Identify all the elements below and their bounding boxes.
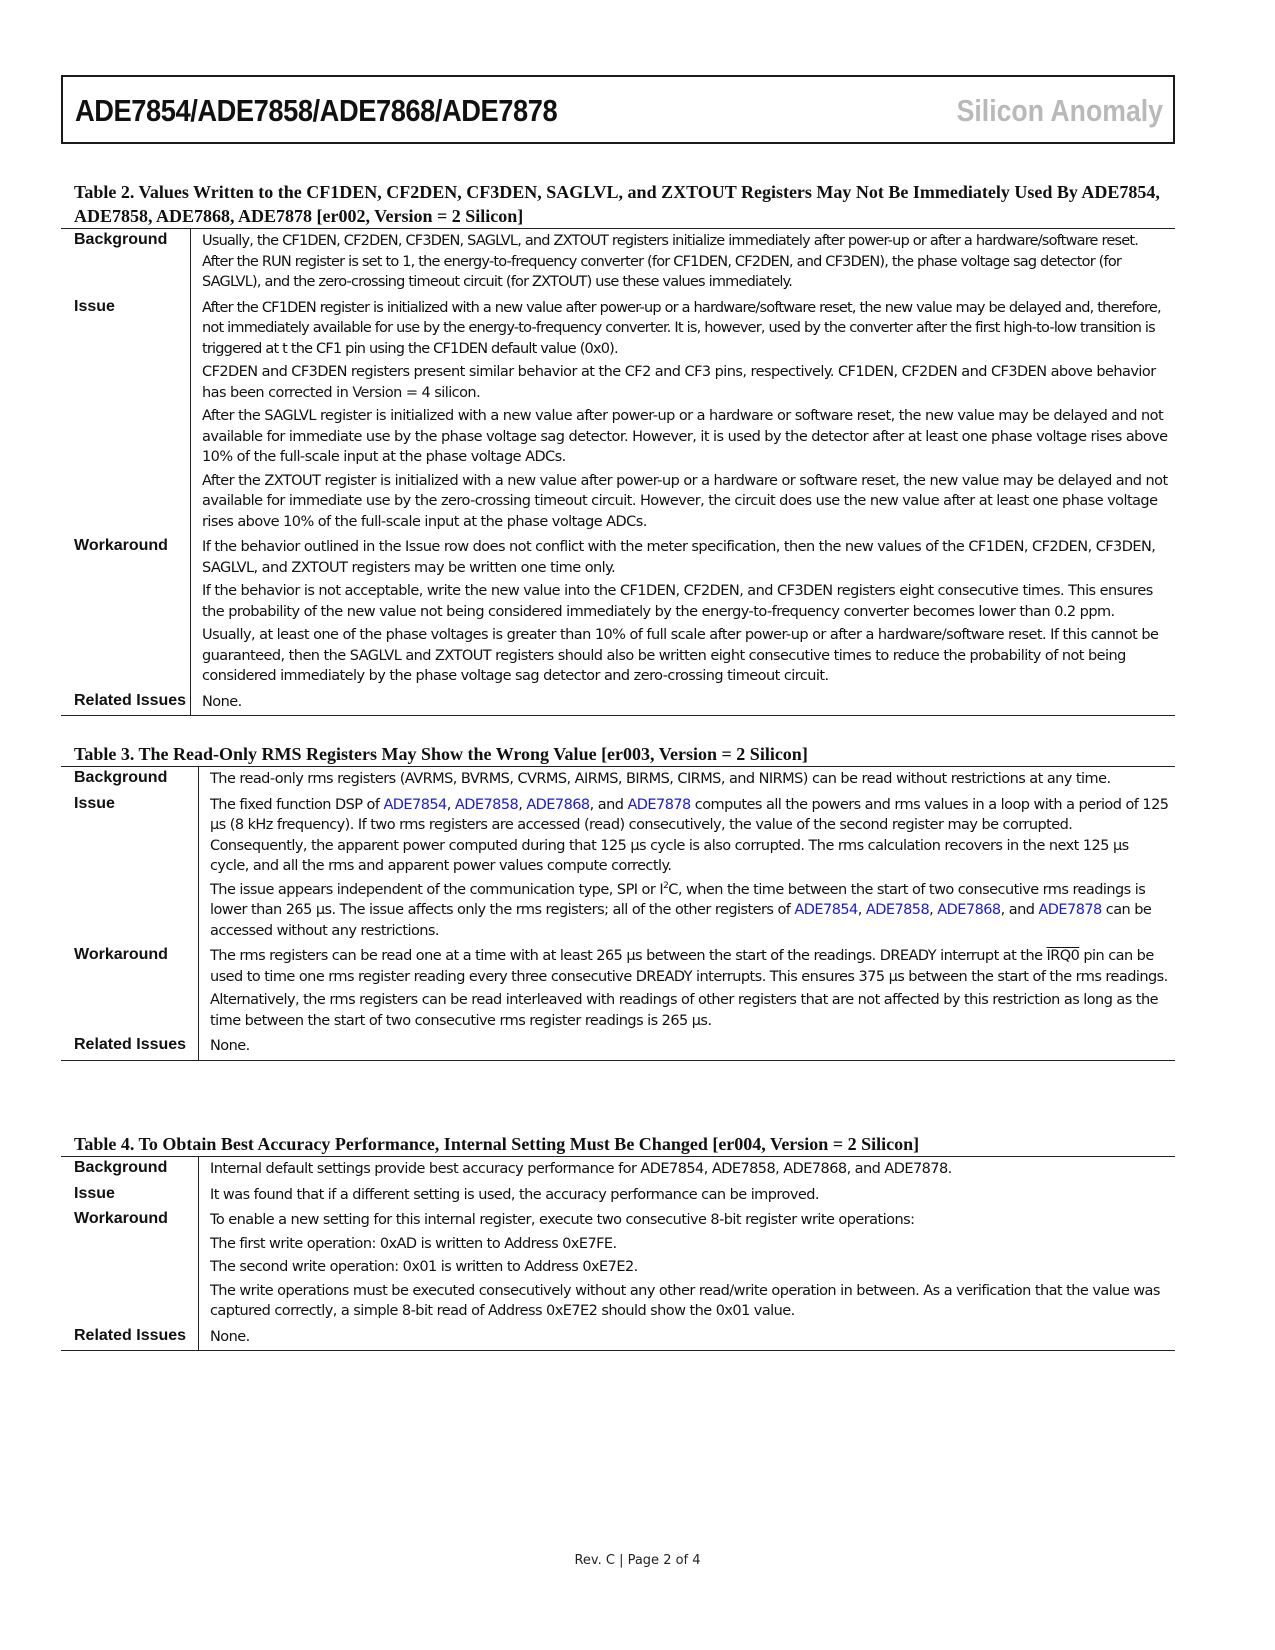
row-label-workaround: Workaround: [61, 535, 191, 690]
table-cell: [199, 793, 1176, 945]
paragraph: If the behavior is not acceptable, write the new value into the CF1DEN, CF2DEN, and CF3DEN registers eight consecutive times. This ensures the probability of the new value not being considered immediately by the energy-to-frequency converter becomes lower than 0.2 ppm.: [202, 583, 1153, 620]
row-label-issue: Issue: [61, 1183, 199, 1209]
paragraph: Usually, the CF1DEN, CF2DEN, CF3DEN, SAGLVL, and ZXTOUT registers initialize immediately after power-up or after a hardware/software reset. After the RUN register is set to 1, the energy-to-frequency converter (for CF1DEN, CF2DEN, and CF3DEN), the phase voltage sag detector (for SAGLVL), and the zero-crossing timeout circuit (for ZXTOUT) use these values immediately.: [202, 233, 1139, 290]
row-label-related: Related Issues: [61, 1034, 199, 1060]
table-3-body: [61, 766, 1175, 1061]
row-label-issue: Issue: [61, 296, 191, 536]
link-ade7858[interactable]: ADE7858: [454, 796, 519, 813]
table-cell: [191, 535, 1176, 690]
table-row: [61, 1157, 1175, 1183]
page-header: [61, 75, 1175, 144]
row-label-workaround: Workaround: [61, 944, 199, 1034]
table-cell: [199, 1183, 1176, 1209]
text-run: computes all the powers and rms values in a loop with a period of 125 µs (8 kHz frequency). If two rms registers are accessed (read) consecutively, the value of the second register may be corrupted. Consequently, the apparent power computed during that 125 µs cycle is also corrupted. The rms calculation recovers in the next 125 µs cycle, and all the rms and apparent power values compute correctly.: [210, 796, 1169, 874]
table-cell: [199, 767, 1176, 793]
text-run: The rms registers can be read one at a time with at least 265 µs between the start of the readings. DREADY interrupt at the: [210, 948, 1047, 964]
link-ade7858[interactable]: ADE7858: [865, 902, 930, 918]
text-run: , and: [1000, 902, 1039, 918]
table-row: [61, 767, 1175, 793]
table-3: [61, 742, 1175, 1061]
paragraph: CF2DEN and CF3DEN registers present similar behavior at the CF2 and CF3 pins, respectively. CF1DEN, CF2DEN and CF3DEN above behavior has been corrected in Version = 4 silicon.: [202, 364, 1156, 401]
text-run: ,: [446, 796, 455, 813]
link-ade7854[interactable]: ADE7854: [794, 902, 858, 918]
table-cell: [199, 1034, 1176, 1060]
page-footer: Rev. C | Page 2 of 4: [574, 1553, 701, 1568]
table-cell: [199, 1208, 1176, 1325]
paragraph: After the CF1DEN register is initialized with a new value after power-up or a hardware/software reset, the new value may be delayed and, therefore, not immediately available for use by the energy-to-frequency converter. It is, however, used by the converter after the first high-to-low transition is triggered at t the CF1 pin using the CF1DEN default value (0x0).: [202, 299, 1161, 357]
table-row: [61, 1325, 1175, 1351]
paragraph: After the SAGLVL register is initialized with a new value after power-up or a hardware or software reset, the new value may be delayed and not available for immediate use by the phase voltage sag detector. However, it is used by the detector after at least one phase voltage rises above 10% of the full-scale input at the phase voltage ADCs.: [202, 408, 1168, 465]
table-cell: [199, 944, 1176, 1034]
paragraph: After the ZXTOUT register is initialized with a new value after power-up or a hardware or software reset, the new value may be delayed and not available for immediate use by the zero-crossing timeout circuit. However, the circuit does use the new value after at least one phase voltage rises above 10% of the full-scale input at the phase voltage ADCs.: [202, 472, 1168, 530]
superscript: 2: [663, 880, 669, 891]
text-run: ,: [857, 902, 866, 918]
row-label-background: Background: [61, 767, 199, 793]
text-run: The issue appears independent of the communication type, SPI or I: [210, 881, 664, 898]
table-2-title: Table 2. Values Written to the CF1DEN, CF2DEN, CF3DEN, SAGLVL, and ZXTOUT Registers May Not Be Immediately Used By ADE7854, ADE7858, ADE7868, ADE7878 [er002, Version = 2 Silicon]: [74, 182, 1160, 226]
row-label-related: Related Issues: [61, 1325, 199, 1351]
text-run: The fixed function DSP of: [210, 796, 384, 813]
table-row: [61, 1183, 1175, 1209]
paragraph: None.: [210, 1328, 250, 1345]
table-row: [61, 1208, 1175, 1325]
text-run: can be accessed without any restrictions.: [210, 902, 1152, 939]
table-cell: [191, 229, 1176, 296]
table-row: [61, 793, 1175, 945]
paragraph: None.: [210, 1038, 250, 1054]
paragraph: The write operations must be executed consecutively without any other read/write operation in between. As a verification that the value was captured correctly, a simple 8-bit read of Address 0xE7E2 should show the 0x01 value.: [210, 1282, 1160, 1319]
paragraph: Alternatively, the rms registers can be read interleaved with readings of other registers that are not affected by this restriction as long as the time between the start of two consecutive rms register readings is 265 µs.: [210, 992, 1158, 1029]
doc-type: Silicon Anomaly: [956, 93, 1163, 128]
text-run: pin can be used to time one rms register reading every three consecutive DREADY interrupts. This ensures 375 µs between the start of the rms readings.: [210, 948, 1168, 985]
paragraph: The first write operation: 0xAD is written to Address 0xE7FE.: [210, 1235, 617, 1252]
paragraph: [210, 880, 1171, 942]
table-row: [61, 296, 1175, 536]
table-cell: [199, 1325, 1176, 1351]
link-ade7878[interactable]: ADE7878: [1038, 902, 1102, 918]
table-4-title: Table 4. To Obtain Best Accuracy Performance, Internal Setting Must Be Changed [er004, Version = 2 Silicon]: [74, 1134, 920, 1154]
paragraph: To enable a new setting for this internal register, execute two consecutive 8-bit register write operations:: [210, 1212, 915, 1228]
table-3-title: Table 3. The Read-Only RMS Registers May Show the Wrong Value [er003, Version = 2 Silicon]: [74, 744, 808, 764]
irq0-pin: IRQ0: [1046, 948, 1080, 964]
row-label-related: Related Issues: [61, 690, 191, 716]
part-numbers: ADE7854/ADE7858/ADE7868/ADE7878: [75, 93, 558, 128]
link-ade7868[interactable]: ADE7868: [526, 796, 590, 813]
link-ade7868[interactable]: ADE7868: [937, 902, 1001, 918]
table-row: [61, 690, 1175, 716]
paragraph: The read-only rms registers (AVRMS, BVRMS, CVRMS, AIRMS, BIRMS, CIRMS, and NIRMS) can be read without restrictions at any time.: [210, 771, 1111, 787]
text-run: ,: [929, 902, 938, 918]
table-2: [61, 180, 1175, 716]
table-cell: [199, 1157, 1176, 1183]
table-cell: [191, 690, 1176, 716]
paragraph: Internal default settings provide best accuracy performance for ADE7854, ADE7858, ADE7868, and ADE7878.: [210, 1161, 952, 1177]
table-2-body: [61, 228, 1175, 716]
text-run: , and: [589, 796, 628, 813]
table-4: [61, 1132, 1175, 1351]
paragraph: [210, 946, 1171, 987]
row-label-workaround: Workaround: [61, 1208, 199, 1325]
paragraph: None.: [202, 693, 242, 710]
paragraph: If the behavior outlined in the Issue row does not conflict with the meter specification, then the new values of the CF1DEN, CF2DEN, CF3DEN, SAGLVL, and ZXTOUT registers may be written one time only.: [202, 539, 1156, 576]
table-cell: [191, 296, 1176, 536]
table-row: [61, 229, 1175, 296]
row-label-issue: Issue: [61, 793, 199, 945]
paragraph: [210, 795, 1171, 877]
link-ade7854[interactable]: ADE7854: [383, 796, 447, 813]
table-4-body: [61, 1156, 1175, 1351]
paragraph: Usually, at least one of the phase voltages is greater than 10% of full scale after power-up or after a hardware/software reset. If this cannot be guaranteed, then the SAGLVL and ZXTOUT registers should also be written eight consecutive times to reduce the probability of not being considered immediately by the phase voltage sag detector and zero-crossing timeout circuit.: [202, 627, 1159, 684]
text-run: C, when the time between the start of two consecutive rms readings is lower than 265 µs. The issue affects only the rms registers; all of the other registers of: [210, 881, 1146, 918]
text-run: ,: [518, 796, 527, 813]
table-row: [61, 535, 1175, 690]
table-row: [61, 1034, 1175, 1060]
paragraph: The second write operation: 0x01 is written to Address 0xE7E2.: [210, 1259, 638, 1275]
paragraph: It was found that if a different setting is used, the accuracy performance can be improved.: [210, 1186, 819, 1203]
table-row: [61, 944, 1175, 1034]
row-label-background: Background: [61, 1157, 199, 1183]
row-label-background: Background: [61, 229, 191, 296]
link-ade7878[interactable]: ADE7878: [627, 796, 691, 813]
